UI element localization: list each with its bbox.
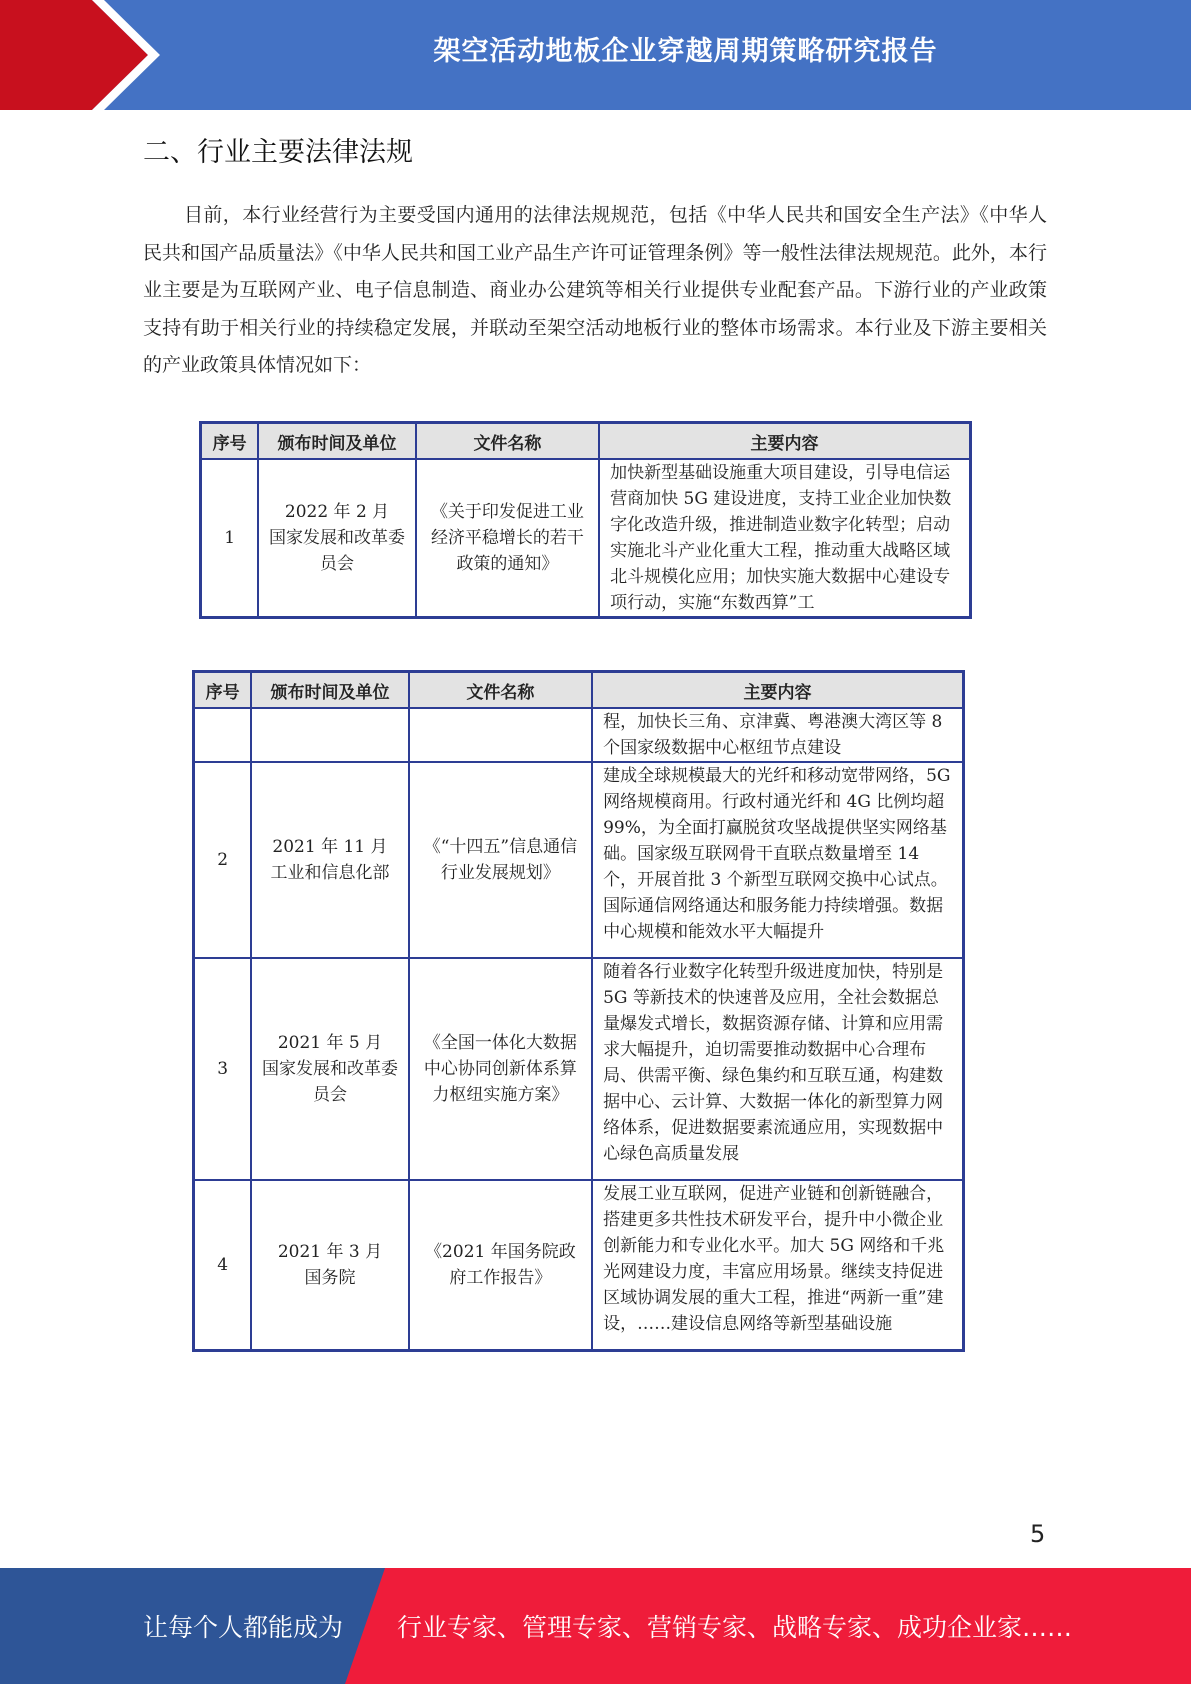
cell-doc-name [409,708,592,762]
header-banner [0,0,1191,110]
header-index: 序号 [201,423,259,460]
header-issuer: 颁布时间及单位 [251,672,408,709]
report-title: 架空活动地板企业穿越周期策略研究报告 [433,35,938,67]
table-header-row [194,672,964,709]
cell-content: 随着各行业数字化转型升级进度加快，特别是 5G 等新技术的快速普及应用，全社会数据总量爆发式增长，数据资源存储、计算和应用需求大幅提升，迫切需要推动数据中心合理布局、供需平衡、绿色集约和互联互通，构建数据中心、云计算、大数据一体化的新型算力网络体系，促进数据要素流通应用，实现数据中心绿色高质量发展 [592,958,963,1180]
footer-banner [0,1568,1191,1684]
cell-issuer [251,958,408,1180]
cell-issuer-text: 2021 年 3 月 国务院 [277,1241,383,1288]
cell-issuer [251,1180,408,1350]
cell-issuer-text: 2021 年 5 月 国家发展和改革委员会 [261,1033,398,1105]
header-content: 主要内容 [599,423,970,460]
policy-table-2 [192,670,965,1352]
cell-index: 1 [201,459,259,618]
cell-content: 程，加快长三角、京津冀、粤港澳大湾区等 8 个国家级数据中心枢纽节点建设 [592,708,963,762]
footer-slogan-right: 行业专家、管理专家、营销专家、战略专家、成功企业家…… [397,1613,1073,1642]
cell-issuer [258,459,415,618]
cell-doc-name: 《“十四五”信息通信行业发展规划》 [409,762,592,958]
page-number: 5 [1030,1520,1046,1548]
header-doc-name: 文件名称 [409,672,592,709]
header-content: 主要内容 [592,672,963,709]
footer-slogan-left: 让每个人都能成为 [143,1613,344,1642]
cell-issuer-text: 2021 年 11 月 工业和信息化部 [270,837,390,883]
cell-doc-name: 《全国一体化大数据中心协同创新体系算力枢纽实施方案》 [409,958,592,1180]
table-row [194,708,964,762]
cell-issuer [251,762,408,958]
header-arrow-decoration [0,0,180,110]
cell-index [194,708,252,762]
table-row [201,459,971,618]
header-issuer: 颁布时间及单位 [258,423,415,460]
header-doc-name: 文件名称 [416,423,599,460]
table-row [194,958,964,1180]
policy-table-1 [199,421,972,619]
table-header-row [201,423,971,460]
cell-index: 2 [194,762,252,958]
cell-doc-name: 《关于印发促进工业经济平稳增长的若干政策的通知》 [416,459,599,618]
header-index: 序号 [194,672,252,709]
cell-issuer-text: 2022 年 2 月 国家发展和改革委员会 [269,502,406,574]
cell-doc-name: 《2021 年国务院政府工作报告》 [409,1180,592,1350]
cell-index: 3 [194,958,252,1180]
cell-content: 发展工业互联网，促进产业链和创新链融合，搭建更多共性技术研发平台，提升中小微企业创新能力和专业化水平。加大 5G 网络和千兆光网建设力度，丰富应用场景。继续支持促进区域协调发展的重大工程，推进“两新一重”建设，……建设信息网络等新型基础设施 [592,1180,963,1350]
table-row [194,1180,964,1350]
table-row [194,762,964,958]
cell-content: 加快新型基础设施重大项目建设，引导电信运营商加快 5G 建设进度，支持工业企业加快数字化改造升级，推进制造业数字化转型；启动实施北斗产业化重大工程，推动重大战略区域北斗规模化应用；加快实施大数据中心建设专项行动，实施“东数西算”工 [599,459,970,618]
section-heading: 二、行业主要法律法规 [143,137,413,168]
cell-index: 4 [194,1180,252,1350]
intro-paragraph: 目前，本行业经营行为主要受国内通用的法律法规规范，包括《中华人民共和国安全生产法》《中华人民共和国产品质量法》《中华人民共和国工业产品生产许可证管理条例》等一般性法律法规规范。此外，本行业主要是为互联网产业、电子信息制造、商业办公建筑等相关行业提供专业配套产品。下游行业的产业政策支持有助于相关行业的持续稳定发展，并联动至架空活动地板行业的整体市场需求。本行业及下游主要相关的产业政策具体情况如下： [143,204,1047,376]
cell-content: 建成全球规模最大的光纤和移动宽带网络，5G 网络规模商用。行政村通光纤和 4G 比例均超 99%，为全面打赢脱贫攻坚战提供坚实网络基础。国家级互联网骨干直联点数量增至 14 个，开展首批 3 个新型互联网交换中心试点。国际通信网络通达和服务能力持续增强。数据中心规模和能效水平大幅提升 [592,762,963,958]
cell-issuer [251,708,408,762]
